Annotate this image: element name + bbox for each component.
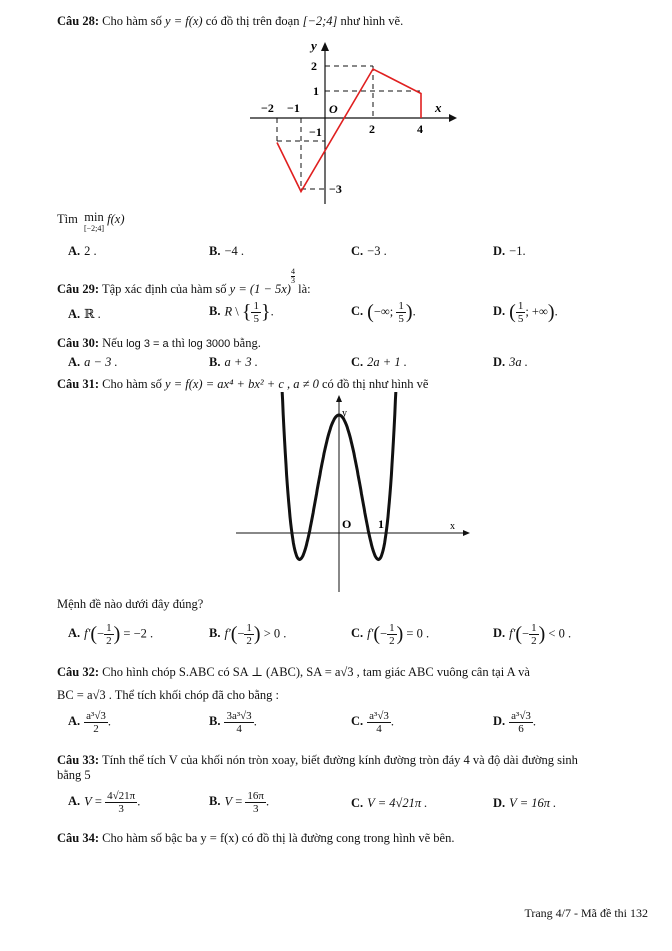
q32-line2: BC = a√3 . Thể tích khối chóp đã cho bằng : bbox=[57, 688, 279, 702]
q30-expr-a: log 3 = a bbox=[126, 338, 169, 350]
q29-option-a[interactable]: A. ℝ . bbox=[68, 307, 101, 321]
q34-stem bbox=[57, 831, 454, 846]
q30-option-d[interactable]: D. 3a . bbox=[493, 355, 528, 369]
q28-text-b: có đồ thị trên đoạn bbox=[205, 14, 300, 28]
q32-label: Câu 32: bbox=[57, 665, 100, 679]
q29-option-b[interactable]: B. R \ { $\frac{1}{5}$ }. bbox=[209, 300, 274, 325]
q32-option-b[interactable]: B. $\frac{\text{3a³√3}}{4}$ . bbox=[209, 710, 257, 735]
q28-tick-y-1: 1 bbox=[313, 84, 319, 98]
q31-stem bbox=[57, 377, 428, 392]
q29-label: Câu 29: bbox=[57, 282, 100, 296]
q28-domain: [−2;4] bbox=[302, 14, 338, 28]
q32-line1: Cho hình chóp S.ABC có SA ⊥ (ABC), SA = a√3 , tam giác ABC vuông cân tại A và bbox=[102, 665, 530, 679]
q28-option-a[interactable]: A. 2 . bbox=[68, 244, 97, 258]
q28-option-c[interactable]: C. −3 . bbox=[351, 244, 387, 258]
q31-expr: y = f(x) = ax⁴ + bx² + c , a ≠ 0 bbox=[165, 377, 319, 391]
q28-label: Câu 28: bbox=[57, 14, 100, 28]
q28-ylabel: y bbox=[311, 38, 317, 53]
q28-min-f: f(x) bbox=[107, 212, 125, 226]
q28-tick-x-neg1: −1 bbox=[287, 101, 300, 115]
q31-origin: O bbox=[342, 517, 352, 531]
q33-option-c[interactable]: C. V = 4√21π . bbox=[351, 796, 428, 810]
q30-option-c[interactable]: C. 2a + 1 . bbox=[351, 355, 407, 369]
q31-text-a: Cho hàm số bbox=[102, 377, 162, 391]
q28-text-a: Cho hàm số bbox=[102, 14, 162, 28]
q28-text-c: như hình vẽ. bbox=[340, 14, 404, 28]
q30-option-b[interactable]: B. a + 3 . bbox=[209, 355, 258, 369]
q28-tick-x-4: 4 bbox=[417, 122, 423, 136]
q30-text-c: bằng. bbox=[233, 336, 261, 350]
q31-label: Câu 31: bbox=[57, 377, 100, 391]
q30-label: Câu 30: bbox=[57, 336, 100, 350]
q28-tick-y-neg1: −1 bbox=[309, 125, 322, 139]
q29-text: Tập xác định của hàm số bbox=[101, 282, 227, 296]
q28-option-b[interactable]: B. −4 . bbox=[209, 244, 245, 258]
q28-min-word: min bbox=[84, 210, 104, 224]
q31-xlabel: x bbox=[450, 521, 455, 532]
q32-option-c[interactable]: C. $\frac{\text{a³√3}}{4}$ . bbox=[351, 710, 394, 735]
q28-tick-y-2: 2 bbox=[311, 59, 317, 73]
q33-option-d[interactable]: D. V = 16π . bbox=[493, 796, 557, 810]
q33-line2: bằng 5 bbox=[57, 768, 91, 782]
q33-line1: Tính thể tích V của khối nón tròn xoay, biết đường kính đường tròn đáy 4 và độ dài đường sinh bbox=[101, 753, 578, 767]
q33-stem-line1 bbox=[57, 753, 578, 768]
q33-label: Câu 33: bbox=[57, 753, 100, 767]
q28-guides bbox=[277, 66, 421, 189]
q29-option-d[interactable]: D. ( $\frac{1}{5}$ ; +∞). bbox=[493, 300, 558, 325]
q28-y-arrow bbox=[321, 42, 329, 51]
q28-tick-x-2: 2 bbox=[369, 122, 375, 136]
q31-text-b: có đồ thị như hình vẽ bbox=[322, 377, 429, 391]
q28-function-line bbox=[277, 69, 421, 192]
q28-ask-text: Tìm bbox=[57, 212, 78, 226]
q31-option-d[interactable]: D. f′(− $\frac{1}{2}$ ) < 0 . bbox=[493, 622, 572, 647]
q31-y-arrow bbox=[336, 395, 342, 402]
q28-ask bbox=[57, 212, 125, 234]
q30-text-a: Nếu bbox=[102, 336, 123, 350]
q31-ask: Mệnh đề nào dưới đây đúng? bbox=[57, 597, 204, 611]
q32-option-a[interactable]: A. $\frac{\text{a³√3}}{2}$ . bbox=[68, 710, 111, 735]
q34-label: Câu 34: bbox=[57, 831, 100, 845]
q31-ylabel: y bbox=[342, 408, 347, 419]
q29-option-c[interactable]: C. (−∞; $\frac{1}{5}$ ). bbox=[351, 300, 416, 325]
q31-x-arrow bbox=[463, 530, 470, 536]
q31-option-a[interactable]: A. f′(− $\frac{1}{2}$ ) = −2 . bbox=[68, 622, 154, 647]
q32-stem-line1 bbox=[57, 664, 530, 680]
q33-option-a[interactable]: A. V = $\frac{4√21\pi}{3}$ . bbox=[68, 790, 141, 815]
q30-option-a[interactable]: A. a − 3 . bbox=[68, 355, 118, 369]
q31-option-b[interactable]: B. f′(− $\frac{1}{2}$ ) > 0 . bbox=[209, 622, 287, 647]
q33-option-b[interactable]: B. V = $\frac{16\pi}{3}$ . bbox=[209, 790, 270, 815]
q28-min-sub: [−2;4] bbox=[83, 224, 105, 233]
q28-stem bbox=[57, 14, 403, 29]
q28-x-arrow bbox=[449, 114, 457, 122]
q30-text-b: thì bbox=[171, 336, 185, 350]
q28-tick-y-neg3: −3 bbox=[329, 182, 342, 196]
q30-stem bbox=[57, 336, 261, 351]
q29-tail: là: bbox=[298, 282, 311, 296]
q31-tick-1: 1 bbox=[378, 517, 384, 531]
q29-expr: y = (1 − 5x) bbox=[229, 282, 291, 296]
q31-graph bbox=[232, 392, 474, 594]
q28-graph bbox=[245, 36, 465, 208]
q31-option-c[interactable]: C. f′(− $\frac{1}{2}$ ) = 0 . bbox=[351, 622, 430, 647]
page-footer: Trang 4/7 - Mã đề thi 132 bbox=[524, 906, 648, 920]
q29-stem: Câu 29: Tập xác định của hàm số y = (1 − 5x) $^{\frac{4}{3}}$ là: bbox=[57, 267, 311, 296]
q28-xlabel: x bbox=[435, 100, 442, 115]
q28-expr: y = f(x) bbox=[165, 14, 203, 28]
q34-text: Cho hàm số bậc ba y = f(x) có đồ thị là đường cong trong hình vẽ bên. bbox=[102, 831, 455, 845]
q28-option-d[interactable]: D. −1. bbox=[493, 244, 526, 258]
q28-tick-x-neg2: −2 bbox=[261, 101, 274, 115]
q30-expr-b: log 3000 bbox=[188, 338, 231, 350]
q32-option-d[interactable]: D. $\frac{\text{a³√3}}{6}$ . bbox=[493, 710, 536, 735]
q28-origin: O bbox=[329, 102, 338, 116]
